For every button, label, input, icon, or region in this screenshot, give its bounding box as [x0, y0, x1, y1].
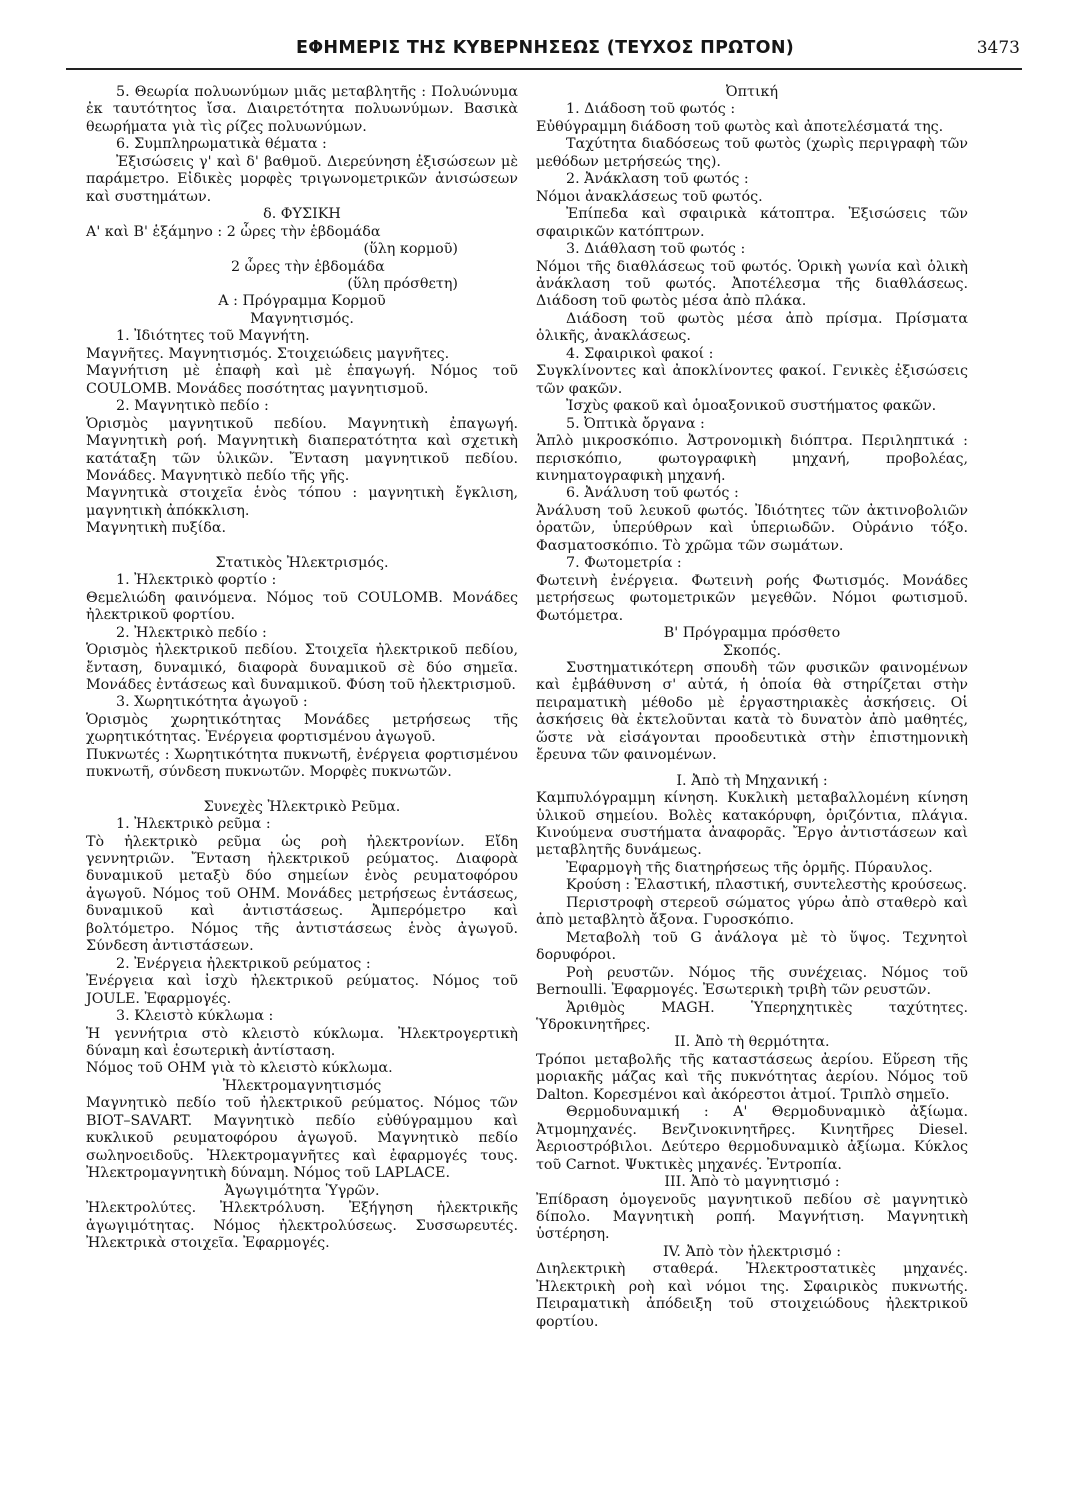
paragraph: Ἐξισώσεις γ' καὶ δ' βαθμοῦ. Διερεύνηση ἐξισώσεων μὲ παράμετρο. Εἰδικὲς μορφὲς τριγωνομετρικῶν ἀνισώσεων καὶ συστημάτων. — [86, 153, 518, 205]
section-heading: 3. Διάθλαση τοῦ φωτός : — [566, 241, 746, 258]
paragraph: Ταχύτητα διαδόσεως τοῦ φωτὸς (χωρὶς περιγραφὴ τῶν μεθόδων μετρήσεώς της). — [536, 136, 968, 170]
paragraph: Μεταβολὴ τοῦ G ἀνάλογα μὲ τὸ ὕψος. Τεχνητοὶ δορυφόροι. — [536, 929, 968, 964]
paragraph: Ὁρισμὸς μαγνητικοῦ πεδίου. Μαγνητικὴ ἐπαγωγή. Μαγνητικὴ ροή. Μαγνητικὴ διαπερατότητα καὶ σχετικὴ κατάταξη τῶν ὑλικῶν. Ἔνταση μαγνητικοῦ πεδίου. Μονάδες. Μαγνητικὸ πεδίο τῆς γῆς. — [86, 415, 518, 484]
paragraph: Τρόποι μεταβολῆς τῆς καταστάσεως ἀερίου. Εὕρεση τῆς μοριακῆς μάζας καὶ τῆς πυκνότητας ἀερίου. Νόμος τοῦ Dalton. Κορεσμένοι καὶ ἀκόρεστοι ἀτμοί. Τριπλὸ σημεῖο. — [536, 1051, 968, 1103]
section-heading: 2. Ἠλεκτρικὸ πεδίο : — [116, 624, 267, 641]
paragraph: Μαγνητικὴ πυξίδα. — [86, 520, 227, 537]
section-heading: 2. Ἀνάκλαση τοῦ φωτός : — [566, 171, 749, 188]
paragraph: Ἐπίπεδα καὶ σφαιρικὰ κάτοπτρα. Ἐξισώσεις τῶν σφαιρικῶν κατόπτρων. — [536, 206, 968, 240]
paragraph: Διάδοση τοῦ φωτὸς μέσα ἀπὸ πρίσμα. Πρίσματα ὁλικῆς, ἀνακλάσεως. — [536, 310, 968, 345]
section-heading: 2. Μαγνητικὸ πεδίο : — [116, 398, 269, 415]
paragraph: Μαγνῆτες. Μαγνητισμός. Στοιχειώδεις μαγνῆτες. — [86, 345, 450, 362]
left-column — [86, 84, 518, 1252]
header-rule — [66, 68, 1022, 70]
right-column — [536, 84, 968, 1331]
paragraph: 5. Θεωρία πολυωνύμων μιᾶς μεταβλητῆς : Πολυώνυμα ἐκ ταυτότητος ἴσα. Διαιρετότητα πολυωνύμων. Βασικὰ θεωρήματα γιὰ τὶς ρίζες πολυωνύμων. — [86, 84, 518, 135]
section-heading: 1. Ἰδιότητες τοῦ Μαγνήτη. — [116, 328, 310, 345]
paragraph: Καμπυλόγραμμη κίνηση. Κυκλικὴ μεταβαλλομένη κίνηση ὑλικοῦ σημείου. Βολὲς κατακόρυφη, ὁριζόντια, πλάγια. Κινούμενα συστήματα ἀναφορᾶς. Ἔργο ἀντιστάσεων καὶ μεταβλητῆς δυνάμεως. — [536, 790, 968, 859]
paragraph: Μαγνητικὰ στοιχεῖα ἑνὸς τόπου : μαγνητικὴ ἔγκλιση, μαγνητικὴ ἀπόκκλιση. — [86, 485, 518, 519]
paragraph: Φωτεινὴ ἐνέργεια. Φωτεινὴ ροής Φωτισμός. Μονάδες μετρήσεως φωτομετρικῶν μεγεθῶν. Νόμοι φωτισμοῦ. Φωτόμετρα. — [536, 572, 968, 624]
topic-heading: Ἠλεκτρομαγνητισμός — [222, 1077, 382, 1094]
section-heading: 3. Χωρητικότητα ἀγωγοῦ : — [116, 694, 308, 711]
paragraph: Ἐφαρμογὴ τῆς διατηρήσεως τῆς ὁρμῆς. Πύραυλος. — [566, 859, 933, 876]
subject-heading: δ. ΦΥΣΙΚΗ — [263, 206, 341, 223]
hours-line: Α' καὶ Β' ἑξάμηνο : 2 ὧρες τὴν ἑβδομάδα — [86, 223, 381, 240]
paragraph: Ἀνάλυση τοῦ λευκοῦ φωτός. Ἰδιότητες τῶν ἀκτινοβολιῶν ὁρατῶν, ὑπερύθρων καὶ ὑπεριωδῶν. Οὐράνιο τόξο. Φασματοσκόπιο. Τὸ χρῶμα τῶν σωμάτων. — [536, 502, 968, 554]
topic-heading: Συνεχὲς Ἠλεκτρικὸ Ρεῦμα. — [203, 798, 401, 815]
section-heading: 6. Συμπληρωματικὰ θέματα : — [116, 136, 327, 153]
section-heading: 1. Διάδοση τοῦ φωτός : — [566, 101, 736, 118]
paragraph: Ἀριθμὸς MAGH. Ὑπερηχητικὲς ταχύτητες. Ὑδροκινητῆρες. — [536, 999, 968, 1034]
hours-note: (ὕλη πρόσθετη) — [347, 275, 458, 292]
topic-heading: Μαγνητισμός. — [250, 310, 354, 327]
paragraph: Τὸ ἠλεκτρικὸ ρεῦμα ὡς ροὴ ἠλεκτρονίων. Εἴδη γεννητριῶν. Ἔνταση ἠλεκτρικοῦ ρεύματος. Διαφορὰ δυναμικοῦ μεταξὺ δύο σημείων ἑνὸς ρευματοφόρου ἀγωγοῦ. Νόμος τοῦ ΟΗΜ. Μονάδες μετρήσεως ἐντάσεως, δυναμικοῦ καὶ ἀντιστάσεως. Ἀμπερόμετρο καὶ βολτόμετρο. Νόμος τῆς ἀντιστάσεως ἑνὸς ἀγωγοῦ. Σύνδεση ἀντιστάσεων. — [86, 833, 518, 955]
topic-heading: Στατικὸς Ἠλεκτρισμός. — [215, 554, 389, 571]
section-heading: 6. Ἀνάλυση τοῦ φωτός : — [566, 485, 739, 502]
topic-heading: Ὀπτική — [725, 84, 779, 100]
paragraph: Ὁρισμὸς ἠλεκτρικοῦ πεδίου. Στοιχεῖα ἠλεκτρικοῦ πεδίου, ἔνταση, δυναμικό, διαφορὰ δυναμικοῦ σὲ δύο σημεῖα. Μονάδες ἐντάσεως καὶ δυναμικοῦ. Φύση τοῦ ἠλεκτρισμοῦ. — [86, 642, 518, 693]
section-heading: 4. Σφαιρικοὶ φακοί : — [566, 345, 714, 362]
paragraph: Ἰσχὺς φακοῦ καὶ ὁμοαξονικοῦ συστήματος φακῶν. — [566, 398, 937, 415]
paragraph: Ἐνέργεια καὶ ἰσχὺ ἠλεκτρικοῦ ρεύματος. Νόμος τοῦ JOULE. Ἐφαρμογές. — [86, 973, 518, 1007]
paragraph: Ἡ γεννήτρια στὸ κλειστὸ κύκλωμα. Ἠλεκτρογερτικὴ δύναμη καὶ ἐσωτερικὴ ἀντίσταση. — [86, 1025, 518, 1060]
topic-heading: Ἀγωγιμότητα Ὑγρῶν. — [224, 1182, 380, 1199]
hours-line: 2 ὧρες τὴν ἑβδομάδα — [231, 258, 385, 275]
hours-note: (ὕλη κορμοῦ) — [363, 241, 458, 258]
program-heading: Α : Πρόγραμμα Κορμοῦ — [218, 293, 386, 310]
paragraph: Μαγνήτιση μὲ ἐπαφὴ καὶ μὲ ἐπαγωγή. Νόμος τοῦ COULOMB. Μονάδες ποσότητας μαγνητισμοῦ. — [86, 363, 518, 397]
section-heading: 3. Κλειστὸ κύκλωμα : — [116, 1008, 274, 1025]
paragraph: Θερμοδυναμική : Α' Θερμοδυναμικὸ ἀξίωμα. Ἀτμομηχανές. Βενζινοκινητῆρες. Κινητῆρες Diesel. Ἀεριοστρόβιλοι. Δεύτερο θερμοδυναμικὸ ἀξίωμα. Κύκλος τοῦ Carnot. Ψυκτικὲς μηχανές. Ἐντροπία. — [536, 1104, 968, 1173]
gazette-title: ΕΦΗΜΕΡΙΣ ΤΗΣ ΚΥΒΕΡΝΗΣΕΩΣ (ΤΕΥΧΟΣ ΠΡΩΤΟΝ) — [295, 38, 795, 58]
section-heading: 7. Φωτομετρία : — [566, 555, 682, 572]
paragraph: Συγκλίνοντες καὶ ἀποκλίνοντες φακοί. Γενικὲς ἐξισώσεις τῶν φακῶν. — [536, 363, 968, 397]
program-heading: Β' Πρόγραμμα πρόσθετο — [663, 625, 841, 642]
paragraph: Ἐπίδραση ὁμογενοῦς μαγνητικοῦ πεδίου σὲ μαγνητικὸ δίπολο. Μαγνητικὴ ροπή. Μαγνήτιση. Μαγνητικὴ ὑστέρηση. — [536, 1191, 968, 1243]
paragraph: Ἠλεκτρολύτες. Ἠλεκτρόλυση. Ἐξήγηση ἠλεκτρικῆς ἀγωγιμότητας. Νόμος ἠλεκτρολύσεως. Συσσωρευτές. Ἠλεκτρικὰ στοιχεῖα. Ἐφαρμογές. — [86, 1200, 518, 1251]
paragraph: Εὐθύγραμμη διάδοση τοῦ φωτὸς καὶ ἀποτελέσματά της. — [536, 118, 944, 135]
paragraph: Ἁπλὸ μικροσκόπιο. Ἀστρονομικὴ διόπτρα. Περιληπτικά : περισκόπιο, φωτογραφικὴ μηχανή, προβολέας, κινηματογραφικὴ μηχανή. — [536, 433, 968, 484]
paragraph: Διηλεκτρικὴ σταθερά. Ἠλεκτροστατικὲς μηχανές. Ἠλεκτρικὴ ροὴ καὶ νόμοι της. Σφαιρικὸς πυκνωτής. Πειραματικὴ ἀπόδειξη τοῦ στοιχειώδους ἠλεκτρικοῦ φορτίου. — [536, 1261, 968, 1330]
section-heading: 1. Ἠλεκτρικὸ φορτίο : — [116, 572, 277, 589]
page-number: 3473 — [976, 38, 1020, 58]
section-heading: 5. Ὀπτικὰ ὄργανα : — [566, 415, 705, 432]
paragraph: Νόμοι τῆς διαθλάσεως τοῦ φωτός. Ὁρικὴ γωνία καὶ ὁλικὴ ἀνάκλαση τοῦ φωτός. Ἀποτέλεσμα τῆς διαθλάσεως. Διάδοση τοῦ φωτὸς μέσα ἀπὸ πλάκα. — [536, 258, 968, 310]
paragraph: Ὁρισμὸς χωρητικότητας Μονάδες μετρήσεως τῆς χωρητικότητας. Ἐνέργεια φορτισμένου ἀγωγοῦ. — [86, 711, 518, 746]
paragraph: Συστηματικότερη σπουδὴ τῶν φυσικῶν φαινομένων καὶ ἐμβάθυνση σ' αὐτά, ἡ ὁποία θὰ στηρίζεται στὴν πειραματικὴ μέθοδο μὲ ἐργαστηριακὲς ἀσκήσεις. Οἱ ἀσκήσεις θὰ ἐκτελοῦνται κατὰ τὸ δυνατὸν ἀπὸ μαθητές, ὥστε νὰ εἰσάγονται προοδευτικὰ στὴν ἐπιστημονικὴ ἔρευνα τῶν φαινομένων. — [536, 659, 968, 764]
paragraph: Νόμοι ἀνακλάσεως τοῦ φωτός. — [536, 188, 763, 205]
section-heading: 1. Ἠλεκτρικὸ ρεῦμα : — [116, 816, 271, 833]
section-heading: 2. Ἐνέργεια ἠλεκτρικοῦ ρεύματος : — [116, 955, 371, 972]
paragraph: Μαγνητικὸ πεδίο τοῦ ἠλεκτρικοῦ ρεύματος. Νόμος τῶν BIOT–SAVART. Μαγνητικὸ πεδίο εὐθύγραμμου καὶ κυκλικοῦ ρευματοφόρου ἀγωγοῦ. Μαγνητικὸ πεδίο σωληνοειδοῦς. Ἠλεκτρομαγνῆτες καὶ ἐφαρμογές τους. Ἠλεκτρομαγνητικὴ δύναμη. Νόμος τοῦ LAPLACE. — [86, 1095, 518, 1182]
topic-heading: Σκοπός. — [722, 642, 782, 659]
paragraph: Ροὴ ρευστῶν. Νόμος τῆς συνέχειας. Νόμος τοῦ Bernoulli. Ἐφαρμογές. Ἐσωτερικὴ τριβὴ τῶν ρευστῶν. — [536, 964, 968, 999]
section-heading: ΙΙΙ. Ἀπὸ τὸ μαγνητισμό : — [664, 1174, 840, 1191]
paragraph: Νόμος τοῦ ΟΗΜ γιὰ τὸ κλειστὸ κύκλωμα. — [86, 1060, 393, 1077]
paragraph: Περιστροφὴ στερεοῦ σώματος γύρω ἀπὸ σταθερὸ καὶ ἀπὸ μεταβλητὸ ἄξονα. Γυροσκόπιο. — [536, 894, 968, 929]
page-header — [70, 36, 1020, 66]
section-heading: ΙV. Ἀπὸ τὸν ἠλεκτρισμό : — [662, 1243, 842, 1260]
section-heading: Ι. Ἀπὸ τὴ Μηχανική : — [676, 772, 828, 789]
paragraph: Κρούση : Ἐλαστική, πλαστική, συντελεστὴς κρούσεως. — [566, 877, 968, 894]
paragraph: Πυκνωτές : Χωρητικότητα πυκνωτῆ, ἐνέργεια φορτισμένου πυκνωτῆ, σύνδεση πυκνωτῶν. Μορφὲς πυκνωτῶν. — [86, 746, 518, 781]
paragraph: Θεμελιώδη φαινόμενα. Νόμος τοῦ COULOMB. Μονάδες ἠλεκτρικοῦ φορτίου. — [86, 589, 518, 624]
section-heading: ΙΙ. Ἀπὸ τὴ θερμότητα. — [674, 1034, 830, 1051]
